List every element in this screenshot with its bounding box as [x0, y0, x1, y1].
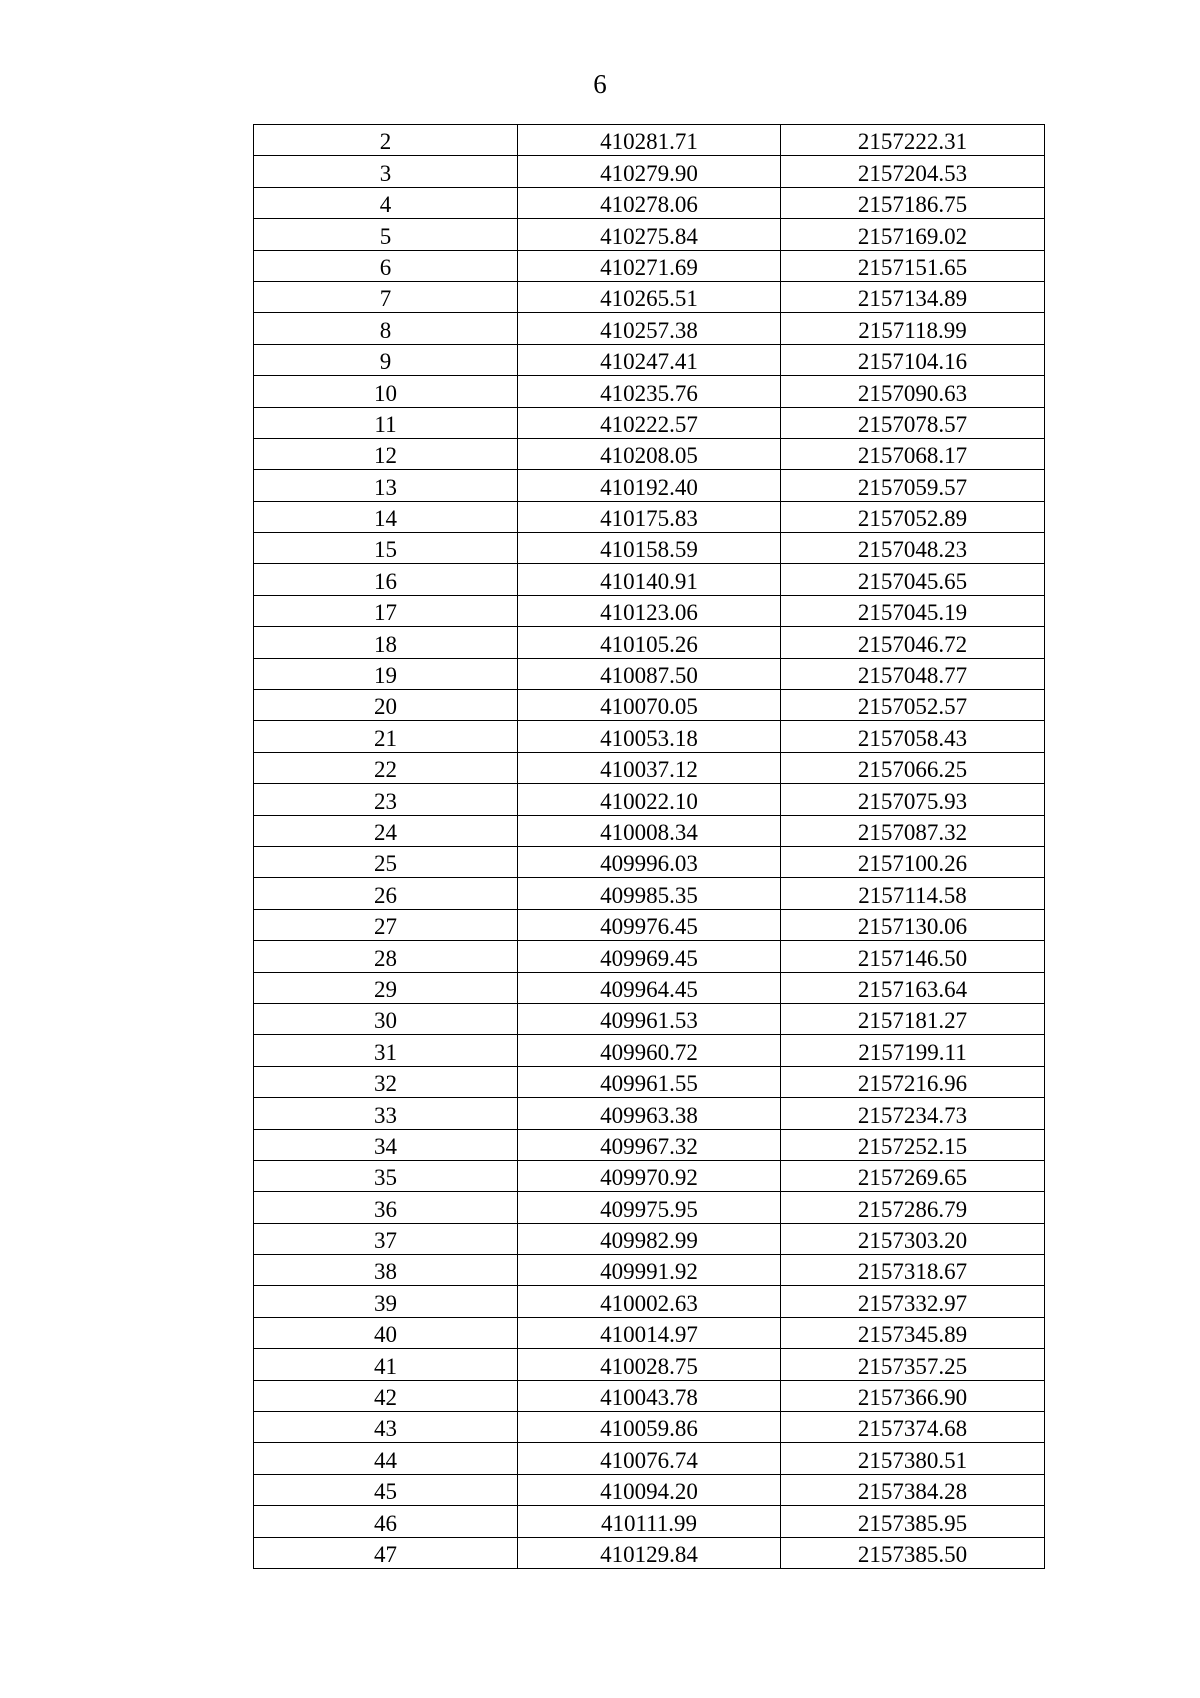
- point-number-cell: 22: [254, 752, 518, 783]
- point-number-cell: 18: [254, 627, 518, 658]
- table-row: [254, 344, 1045, 375]
- y-coordinate-cell: 2157181.27: [781, 1003, 1045, 1034]
- x-coordinate-cell: 410129.84: [518, 1537, 781, 1568]
- y-coordinate-cell: 2157345.89: [781, 1317, 1045, 1348]
- y-coordinate-cell: 2157078.57: [781, 407, 1045, 438]
- point-number-cell: 29: [254, 972, 518, 1003]
- x-coordinate-cell: 410008.34: [518, 815, 781, 846]
- point-number-cell: 44: [254, 1443, 518, 1474]
- point-number-cell: 47: [254, 1537, 518, 1568]
- point-number-cell: 31: [254, 1035, 518, 1066]
- y-coordinate-cell: 2157169.02: [781, 219, 1045, 250]
- x-coordinate-cell: 409976.45: [518, 909, 781, 940]
- table-row: [254, 846, 1045, 877]
- table-row: [254, 721, 1045, 752]
- x-coordinate-cell: 410043.78: [518, 1380, 781, 1411]
- x-coordinate-cell: 409967.32: [518, 1129, 781, 1160]
- point-number-cell: 35: [254, 1160, 518, 1191]
- y-coordinate-cell: 2157318.67: [781, 1255, 1045, 1286]
- point-number-cell: 43: [254, 1412, 518, 1443]
- x-coordinate-cell: 410076.74: [518, 1443, 781, 1474]
- point-number-cell: 6: [254, 250, 518, 281]
- table-row: [254, 815, 1045, 846]
- y-coordinate-cell: 2157087.32: [781, 815, 1045, 846]
- point-number-cell: 42: [254, 1380, 518, 1411]
- table-row: [254, 595, 1045, 626]
- x-coordinate-cell: 410059.86: [518, 1412, 781, 1443]
- point-number-cell: 21: [254, 721, 518, 752]
- x-coordinate-cell: 410257.38: [518, 313, 781, 344]
- point-number-cell: 37: [254, 1223, 518, 1254]
- y-coordinate-cell: 2157068.17: [781, 438, 1045, 469]
- y-coordinate-cell: 2157163.64: [781, 972, 1045, 1003]
- point-number-cell: 13: [254, 470, 518, 501]
- table-row: [254, 1412, 1045, 1443]
- point-number-cell: 45: [254, 1474, 518, 1505]
- table-row: [254, 407, 1045, 438]
- table-row: [254, 627, 1045, 658]
- x-coordinate-cell: 410208.05: [518, 438, 781, 469]
- x-coordinate-cell: 409970.92: [518, 1160, 781, 1191]
- table-row: [254, 1160, 1045, 1191]
- y-coordinate-cell: 2157269.65: [781, 1160, 1045, 1191]
- y-coordinate-cell: 2157385.95: [781, 1506, 1045, 1537]
- x-coordinate-cell: 409964.45: [518, 972, 781, 1003]
- y-coordinate-cell: 2157374.68: [781, 1412, 1045, 1443]
- point-number-cell: 46: [254, 1506, 518, 1537]
- x-coordinate-cell: 409963.38: [518, 1098, 781, 1129]
- y-coordinate-cell: 2157216.96: [781, 1066, 1045, 1097]
- point-number-cell: 3: [254, 156, 518, 187]
- y-coordinate-cell: 2157385.50: [781, 1537, 1045, 1568]
- point-number-cell: 16: [254, 564, 518, 595]
- y-coordinate-cell: 2157046.72: [781, 627, 1045, 658]
- table-row: [254, 1223, 1045, 1254]
- y-coordinate-cell: 2157114.58: [781, 878, 1045, 909]
- point-number-cell: 9: [254, 344, 518, 375]
- x-coordinate-cell: 410158.59: [518, 533, 781, 564]
- point-number-cell: 2: [254, 125, 518, 156]
- point-number-cell: 7: [254, 281, 518, 312]
- table-row: [254, 1443, 1045, 1474]
- x-coordinate-cell: 410279.90: [518, 156, 781, 187]
- point-number-cell: 19: [254, 658, 518, 689]
- y-coordinate-cell: 2157052.89: [781, 501, 1045, 532]
- y-coordinate-cell: 2157048.77: [781, 658, 1045, 689]
- table-row: [254, 1349, 1045, 1380]
- y-coordinate-cell: 2157048.23: [781, 533, 1045, 564]
- x-coordinate-cell: 409982.99: [518, 1223, 781, 1254]
- point-number-cell: 41: [254, 1349, 518, 1380]
- table-row: [254, 909, 1045, 940]
- point-number-cell: 20: [254, 690, 518, 721]
- y-coordinate-cell: 2157234.73: [781, 1098, 1045, 1129]
- y-coordinate-cell: 2157357.25: [781, 1349, 1045, 1380]
- x-coordinate-cell: 410105.26: [518, 627, 781, 658]
- table-row: [254, 1255, 1045, 1286]
- x-coordinate-cell: 409969.45: [518, 941, 781, 972]
- y-coordinate-cell: 2157130.06: [781, 909, 1045, 940]
- table-row: [254, 564, 1045, 595]
- table-row: [254, 219, 1045, 250]
- y-coordinate-cell: 2157059.57: [781, 470, 1045, 501]
- x-coordinate-cell: 410014.97: [518, 1317, 781, 1348]
- y-coordinate-cell: 2157104.16: [781, 344, 1045, 375]
- table-row: [254, 1098, 1045, 1129]
- x-coordinate-cell: 410275.84: [518, 219, 781, 250]
- table-row: [254, 281, 1045, 312]
- y-coordinate-cell: 2157146.50: [781, 941, 1045, 972]
- x-coordinate-cell: 410247.41: [518, 344, 781, 375]
- table-row: [254, 1192, 1045, 1223]
- point-number-cell: 28: [254, 941, 518, 972]
- point-number-cell: 39: [254, 1286, 518, 1317]
- y-coordinate-cell: 2157045.19: [781, 595, 1045, 626]
- point-number-cell: 12: [254, 438, 518, 469]
- point-number-cell: 27: [254, 909, 518, 940]
- y-coordinate-cell: 2157075.93: [781, 784, 1045, 815]
- page-number: 6: [593, 69, 607, 99]
- table-row: [254, 438, 1045, 469]
- point-number-cell: 4: [254, 187, 518, 218]
- x-coordinate-cell: 410111.99: [518, 1506, 781, 1537]
- point-number-cell: 15: [254, 533, 518, 564]
- y-coordinate-cell: 2157052.57: [781, 690, 1045, 721]
- table-row: [254, 1035, 1045, 1066]
- table-row: [254, 1380, 1045, 1411]
- x-coordinate-cell: 410070.05: [518, 690, 781, 721]
- coordinates-table: [253, 124, 1045, 1569]
- point-number-cell: 5: [254, 219, 518, 250]
- x-coordinate-cell: 410053.18: [518, 721, 781, 752]
- point-number-cell: 8: [254, 313, 518, 344]
- y-coordinate-cell: 2157303.20: [781, 1223, 1045, 1254]
- point-number-cell: 23: [254, 784, 518, 815]
- point-number-cell: 30: [254, 1003, 518, 1034]
- table-row: [254, 1066, 1045, 1097]
- x-coordinate-cell: 410192.40: [518, 470, 781, 501]
- y-coordinate-cell: 2157199.11: [781, 1035, 1045, 1066]
- y-coordinate-cell: 2157384.28: [781, 1474, 1045, 1505]
- table-row: [254, 1003, 1045, 1034]
- point-number-cell: 36: [254, 1192, 518, 1223]
- table-row: [254, 1474, 1045, 1505]
- point-number-cell: 32: [254, 1066, 518, 1097]
- table-row: [254, 878, 1045, 909]
- x-coordinate-cell: 410094.20: [518, 1474, 781, 1505]
- x-coordinate-cell: 410002.63: [518, 1286, 781, 1317]
- table-row: [254, 1506, 1045, 1537]
- x-coordinate-cell: 410278.06: [518, 187, 781, 218]
- x-coordinate-cell: 410235.76: [518, 376, 781, 407]
- table-row: [254, 1537, 1045, 1568]
- table-row: [254, 533, 1045, 564]
- x-coordinate-cell: 410281.71: [518, 125, 781, 156]
- table-row: [254, 156, 1045, 187]
- y-coordinate-cell: 2157222.31: [781, 125, 1045, 156]
- table-row: [254, 658, 1045, 689]
- x-coordinate-cell: 410022.10: [518, 784, 781, 815]
- point-number-cell: 33: [254, 1098, 518, 1129]
- x-coordinate-cell: 410037.12: [518, 752, 781, 783]
- table-row: [254, 1317, 1045, 1348]
- y-coordinate-cell: 2157066.25: [781, 752, 1045, 783]
- y-coordinate-cell: 2157090.63: [781, 376, 1045, 407]
- table-row: [254, 1129, 1045, 1160]
- point-number-cell: 14: [254, 501, 518, 532]
- point-number-cell: 17: [254, 595, 518, 626]
- table-row: [254, 752, 1045, 783]
- x-coordinate-cell: 410265.51: [518, 281, 781, 312]
- point-number-cell: 38: [254, 1255, 518, 1286]
- y-coordinate-cell: 2157366.90: [781, 1380, 1045, 1411]
- y-coordinate-cell: 2157151.65: [781, 250, 1045, 281]
- x-coordinate-cell: 410175.83: [518, 501, 781, 532]
- x-coordinate-cell: 409960.72: [518, 1035, 781, 1066]
- x-coordinate-cell: 409996.03: [518, 846, 781, 877]
- y-coordinate-cell: 2157118.99: [781, 313, 1045, 344]
- point-number-cell: 34: [254, 1129, 518, 1160]
- table-row: [254, 187, 1045, 218]
- x-coordinate-cell: 410222.57: [518, 407, 781, 438]
- point-number-cell: 25: [254, 846, 518, 877]
- y-coordinate-cell: 2157204.53: [781, 156, 1045, 187]
- table-row: [254, 470, 1045, 501]
- table-row: [254, 501, 1045, 532]
- y-coordinate-cell: 2157380.51: [781, 1443, 1045, 1474]
- y-coordinate-cell: 2157045.65: [781, 564, 1045, 595]
- table-row: [254, 941, 1045, 972]
- table-row: [254, 784, 1045, 815]
- y-coordinate-cell: 2157134.89: [781, 281, 1045, 312]
- y-coordinate-cell: 2157100.26: [781, 846, 1045, 877]
- table-row: [254, 313, 1045, 344]
- table-row: [254, 376, 1045, 407]
- point-number-cell: 26: [254, 878, 518, 909]
- x-coordinate-cell: 409975.95: [518, 1192, 781, 1223]
- x-coordinate-cell: 410271.69: [518, 250, 781, 281]
- y-coordinate-cell: 2157186.75: [781, 187, 1045, 218]
- table-row: [254, 250, 1045, 281]
- x-coordinate-cell: 409961.53: [518, 1003, 781, 1034]
- x-coordinate-cell: 409991.92: [518, 1255, 781, 1286]
- table-row: [254, 690, 1045, 721]
- point-number-cell: 11: [254, 407, 518, 438]
- y-coordinate-cell: 2157286.79: [781, 1192, 1045, 1223]
- x-coordinate-cell: 410087.50: [518, 658, 781, 689]
- table-row: [254, 1286, 1045, 1317]
- x-coordinate-cell: 410140.91: [518, 564, 781, 595]
- x-coordinate-cell: 409985.35: [518, 878, 781, 909]
- x-coordinate-cell: 410028.75: [518, 1349, 781, 1380]
- coordinates-table-body: [254, 125, 1045, 1569]
- point-number-cell: 24: [254, 815, 518, 846]
- table-row: [254, 125, 1045, 156]
- point-number-cell: 40: [254, 1317, 518, 1348]
- x-coordinate-cell: 409961.55: [518, 1066, 781, 1097]
- x-coordinate-cell: 410123.06: [518, 595, 781, 626]
- y-coordinate-cell: 2157252.15: [781, 1129, 1045, 1160]
- y-coordinate-cell: 2157058.43: [781, 721, 1045, 752]
- point-number-cell: 10: [254, 376, 518, 407]
- y-coordinate-cell: 2157332.97: [781, 1286, 1045, 1317]
- table-row: [254, 972, 1045, 1003]
